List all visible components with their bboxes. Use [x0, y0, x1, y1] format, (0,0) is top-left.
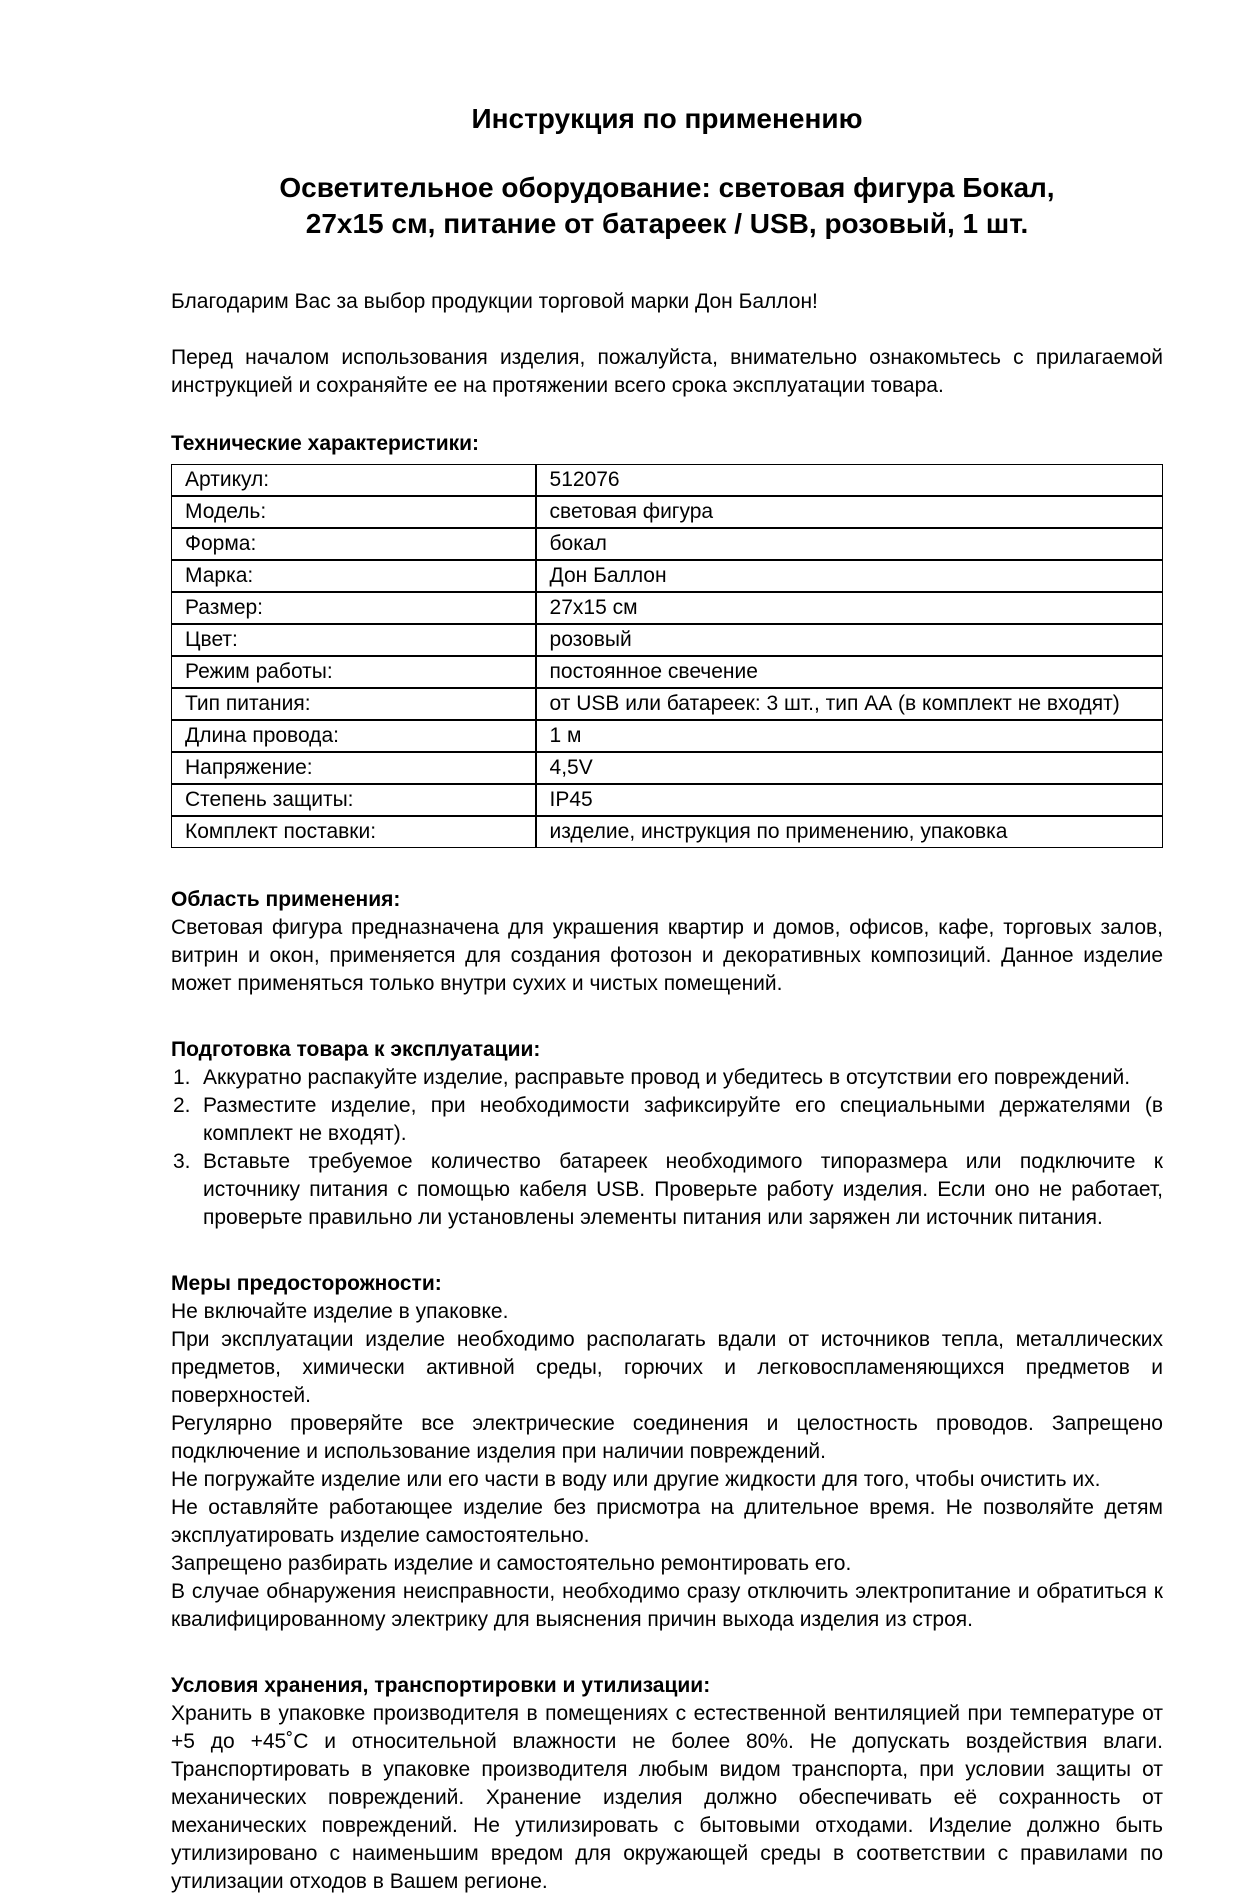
spec-row — [171, 720, 1163, 752]
spec-value: световая фигура — [536, 496, 1163, 528]
list-item-text: Вставьте требуемое количество батареек необходимого типоразмера или подключите к источнику питания с помощью кабеля USB. Проверьте работу изделия. Если оно не работает, проверьте правильно ли установлены элементы питания или заряжен ли источник питания. — [203, 1150, 1163, 1229]
spec-value: розовый — [536, 624, 1163, 656]
spec-row — [171, 528, 1163, 560]
spec-value: 512076 — [536, 464, 1163, 496]
spec-label: Цвет: — [171, 624, 536, 656]
list-item-number: 3. — [173, 1150, 191, 1173]
spec-value: изделие, инструкция по применению, упаковка — [536, 816, 1163, 848]
spec-row — [171, 688, 1163, 720]
list-item-number: 2. — [173, 1094, 191, 1117]
spec-row — [171, 464, 1163, 496]
spec-label: Степень защиты: — [171, 784, 536, 816]
spec-label: Длина провода: — [171, 720, 536, 752]
spec-label: Артикул: — [171, 464, 536, 496]
list-item — [171, 1148, 1163, 1232]
spec-label: Форма: — [171, 528, 536, 560]
spec-row — [171, 560, 1163, 592]
storage-heading: Условия хранения, транспортировки и утилизации: — [171, 1674, 711, 1697]
precaution-paragraph: В случае обнаружения неисправности, необходимо сразу отключить электропитание и обратиться к квалифицированному электрику для выяснения причин выхода изделия из строя. — [171, 1580, 1163, 1631]
spec-row — [171, 816, 1163, 848]
spec-label: Тип питания: — [171, 688, 536, 720]
spec-value: от USB или батареек: 3 шт., тип АА (в комплект не входят) — [536, 688, 1163, 720]
list-item-number: 1. — [173, 1066, 191, 1089]
preparation-list — [171, 1064, 1163, 1232]
intro-paragraph-read: Перед началом использования изделия, пожалуйста, внимательно ознакомьтесь с прилагаемой инструкцией и сохраняйте ее на протяжении всего срока эксплуатации товара. — [171, 346, 1163, 397]
precaution-paragraph: Запрещено разбирать изделие и самостоятельно ремонтировать его. — [171, 1552, 852, 1575]
precaution-paragraph: Не включайте изделие в упаковке. — [171, 1300, 509, 1323]
spec-label: Комплект поставки: — [171, 816, 536, 848]
product-title — [171, 170, 1163, 242]
specs-table — [171, 464, 1163, 848]
spec-value: 4,5V — [536, 752, 1163, 784]
spec-row — [171, 496, 1163, 528]
list-item-text: Разместите изделие, при необходимости зафиксируйте его специальными держателями (в комплект не входят). — [203, 1094, 1163, 1145]
spec-row — [171, 784, 1163, 816]
spec-row — [171, 592, 1163, 624]
precaution-paragraph: Регулярно проверяйте все электрические соединения и целостность проводов. Запрещено подключение и использование изделия при наличии повреждений. — [171, 1412, 1163, 1463]
spec-row — [171, 752, 1163, 784]
spec-value: IP45 — [536, 784, 1163, 816]
spec-label: Напряжение: — [171, 752, 536, 784]
specs-heading: Технические характеристики: — [171, 432, 480, 455]
spec-label: Размер: — [171, 592, 536, 624]
spec-row — [171, 624, 1163, 656]
precaution-paragraph: Не оставляйте работающее изделие без присмотра на длительное время. Не позволяйте детям эксплуатировать изделие самостоятельно. — [171, 1496, 1163, 1547]
precaution-paragraph: Не погружайте изделие или его части в воду или другие жидкости для того, чтобы очистить их. — [171, 1468, 1101, 1491]
spec-value: 27х15 см — [536, 592, 1163, 624]
spec-label: Марка: — [171, 560, 536, 592]
intro-paragraph-thanks: Благодарим Вас за выбор продукции торговой марки Дон Баллон! — [171, 290, 818, 313]
product-title-line-1: Осветительное оборудование: световая фигура Бокал, — [279, 172, 1055, 203]
spec-value: постоянное свечение — [536, 656, 1163, 688]
spec-value: 1 м — [536, 720, 1163, 752]
precautions-heading: Меры предосторожности: — [171, 1272, 442, 1295]
list-item — [171, 1064, 1163, 1092]
document-title: Инструкция по применению — [471, 103, 863, 134]
list-item — [171, 1092, 1163, 1148]
product-title-line-2: 27х15 см, питание от батареек / USB, розовый, 1 шт. — [305, 208, 1029, 239]
preparation-heading: Подготовка товара к эксплуатации: — [171, 1038, 541, 1061]
spec-value: Дон Баллон — [536, 560, 1163, 592]
precautions-body — [171, 1298, 1163, 1634]
spec-row — [171, 656, 1163, 688]
storage-paragraph: Хранить в упаковке производителя в помещениях с естественной вентиляцией при температуре от +5 до +45˚С и относительной влажности не более 80%. Не допускать воздействия влаги. Транспортировать в упаковке производителя любым видом транспорта, при условии защиты от механических повреждений. Хранение изделия должно обеспечивать её сохранность от механических повреждений. Не утилизировать с бытовыми отходами. Изделие должно быть утилизировано с наименьшим вредом для окружающей среды в соответствии с правилами по утилизации отходов в Вашем регионе. — [171, 1702, 1163, 1893]
list-item-text: Аккуратно распакуйте изделие, расправьте провод и убедитесь в отсутствии его повреждений. — [203, 1066, 1131, 1089]
spec-value: бокал — [536, 528, 1163, 560]
spec-label: Режим работы: — [171, 656, 536, 688]
application-heading: Область применения: — [171, 888, 401, 911]
application-paragraph: Световая фигура предназначена для украшения квартир и домов, офисов, кафе, торговых залов, витрин и окон, применяется для создания фотозон и декоративных композиций. Данное изделие может применяться только внутри сухих и чистых помещений. — [171, 916, 1163, 995]
precaution-paragraph: При эксплуатации изделие необходимо располагать вдали от источников тепла, металлических предметов, химически активной среды, горючих и легковоспламеняющихся предметов и поверхностей. — [171, 1328, 1163, 1407]
spec-label: Модель: — [171, 496, 536, 528]
